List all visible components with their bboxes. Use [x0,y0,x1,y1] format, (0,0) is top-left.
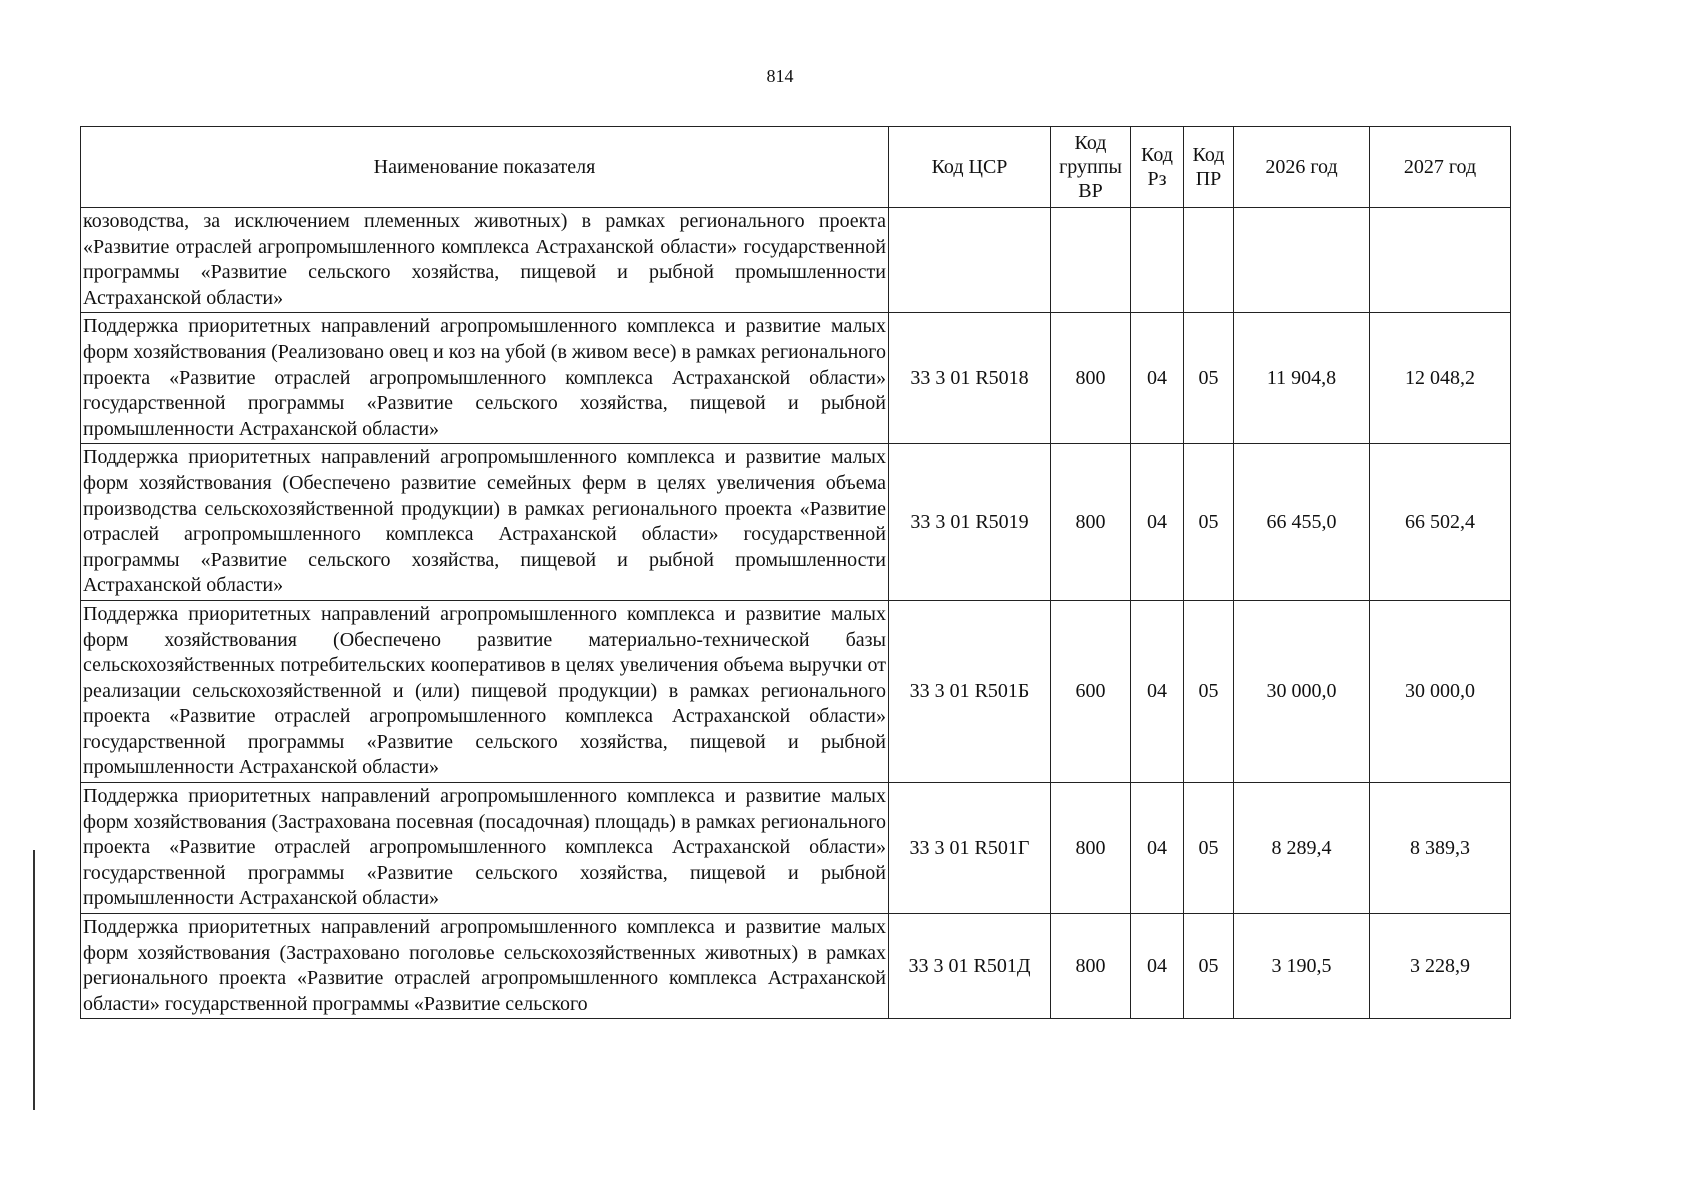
row-pr: 05 [1184,914,1234,1019]
row-pr: 05 [1184,313,1234,444]
table-row [81,914,1511,1019]
row-rz: 04 [1131,600,1184,782]
row-rz: 04 [1131,914,1184,1019]
row-2026: 3 190,5 [1234,914,1370,1019]
row-name: Поддержка приоритетных направлений агропромышленного комплекса и развитие малых форм хозяйствования (Застраховано поголовье сельскохозяйственных животных) в рамках регионального проекта «Развитие отраслей агропромышленного комплекса Астраханской области» государственной программы «Развитие сельского [81,914,889,1019]
row-name: Поддержка приоритетных направлений агропромышленного комплекса и развитие малых форм хозяйствования (Застрахована посевная (посадочная) площадь) в рамках регионального проекта «Развитие отраслей агропромышленного комплекса Астраханской области» государственной программы «Развитие сельского хозяйства, пищевой и рыбной промышленности Астраханской области» [81,783,889,914]
row-2027: 8 389,3 [1370,783,1511,914]
row-2026: 11 904,8 [1234,313,1370,444]
row-vr: 800 [1051,783,1131,914]
row-vr: 800 [1051,914,1131,1019]
table-row [81,444,1511,601]
header-rz: Код Рз [1131,127,1184,208]
row-2026: 30 000,0 [1234,600,1370,782]
row-pr: 05 [1184,783,1234,914]
row-2026: 8 289,4 [1234,783,1370,914]
row-rz [1131,208,1184,313]
header-vr: Код группы ВР [1051,127,1131,208]
row-pr: 05 [1184,444,1234,601]
row-name: Поддержка приоритетных направлений агропромышленного комплекса и развитие малых форм хозяйствования (Реализовано овец и коз на убой (в живом весе) в рамках регионального проекта «Развитие отраслей агропромышленного комплекса Астраханской области» государственной программы «Развитие сельского хозяйства, пищевой и рыбной промышленности Астраханской области» [81,313,889,444]
row-pr [1184,208,1234,313]
row-csr: 33 3 01 R5019 [889,444,1051,601]
row-csr: 33 3 01 R501Д [889,914,1051,1019]
row-2027: 12 048,2 [1370,313,1511,444]
table-row [81,313,1511,444]
row-vr: 600 [1051,600,1131,782]
header-name: Наименование показателя [81,127,889,208]
row-2027: 3 228,9 [1370,914,1511,1019]
row-2026: 66 455,0 [1234,444,1370,601]
row-rz: 04 [1131,313,1184,444]
row-rz: 04 [1131,783,1184,914]
row-csr: 33 3 01 R501Г [889,783,1051,914]
row-pr: 05 [1184,600,1234,782]
table-row [81,208,1511,313]
header-pr: Код ПР [1184,127,1234,208]
row-csr: 33 3 01 R5018 [889,313,1051,444]
row-2027: 66 502,4 [1370,444,1511,601]
table-row [81,783,1511,914]
row-csr: 33 3 01 R501Б [889,600,1051,782]
row-vr: 800 [1051,444,1131,601]
header-2027: 2027 год [1370,127,1511,208]
table-header-row [81,127,1511,208]
row-csr [889,208,1051,313]
row-2027 [1370,208,1511,313]
table-row [81,600,1511,782]
header-2026: 2026 год [1234,127,1370,208]
margin-line [33,850,35,1110]
row-2027: 30 000,0 [1370,600,1511,782]
row-name: Поддержка приоритетных направлений агропромышленного комплекса и развитие малых форм хозяйствования (Обеспечено развитие материально-технической базы сельскохозяйственных потребительских кооперативов в целях увеличения объема выручки от реализации сельскохозяйственной и (или) пищевой продукции) в рамках регионального проекта «Развитие отраслей агропромышленного комплекса Астраханской области» государственной программы «Развитие сельского хозяйства, пищевой и рыбной промышленности Астраханской области» [81,600,889,782]
row-rz: 04 [1131,444,1184,601]
row-vr [1051,208,1131,313]
row-2026 [1234,208,1370,313]
row-name: козоводства, за исключением племенных животных) в рамках регионального проекта «Развитие отраслей агропромышленного комплекса Астраханской области» государственной программы «Развитие сельского хозяйства, пищевой и рыбной промышленности Астраханской области» [81,208,889,313]
header-csr: Код ЦСР [889,127,1051,208]
page-number: 814 [766,66,794,86]
row-name: Поддержка приоритетных направлений агропромышленного комплекса и развитие малых форм хозяйствования (Обеспечено развитие семейных ферм в целях увеличения объема производства сельскохозяйственной продукции) в рамках регионального проекта «Развитие отраслей агропромышленного комплекса Астраханской области» государственной программы «Развитие сельского хозяйства, пищевой и рыбной промышленности Астраханской области» [81,444,889,601]
budget-table [80,126,1511,1019]
row-vr: 800 [1051,313,1131,444]
